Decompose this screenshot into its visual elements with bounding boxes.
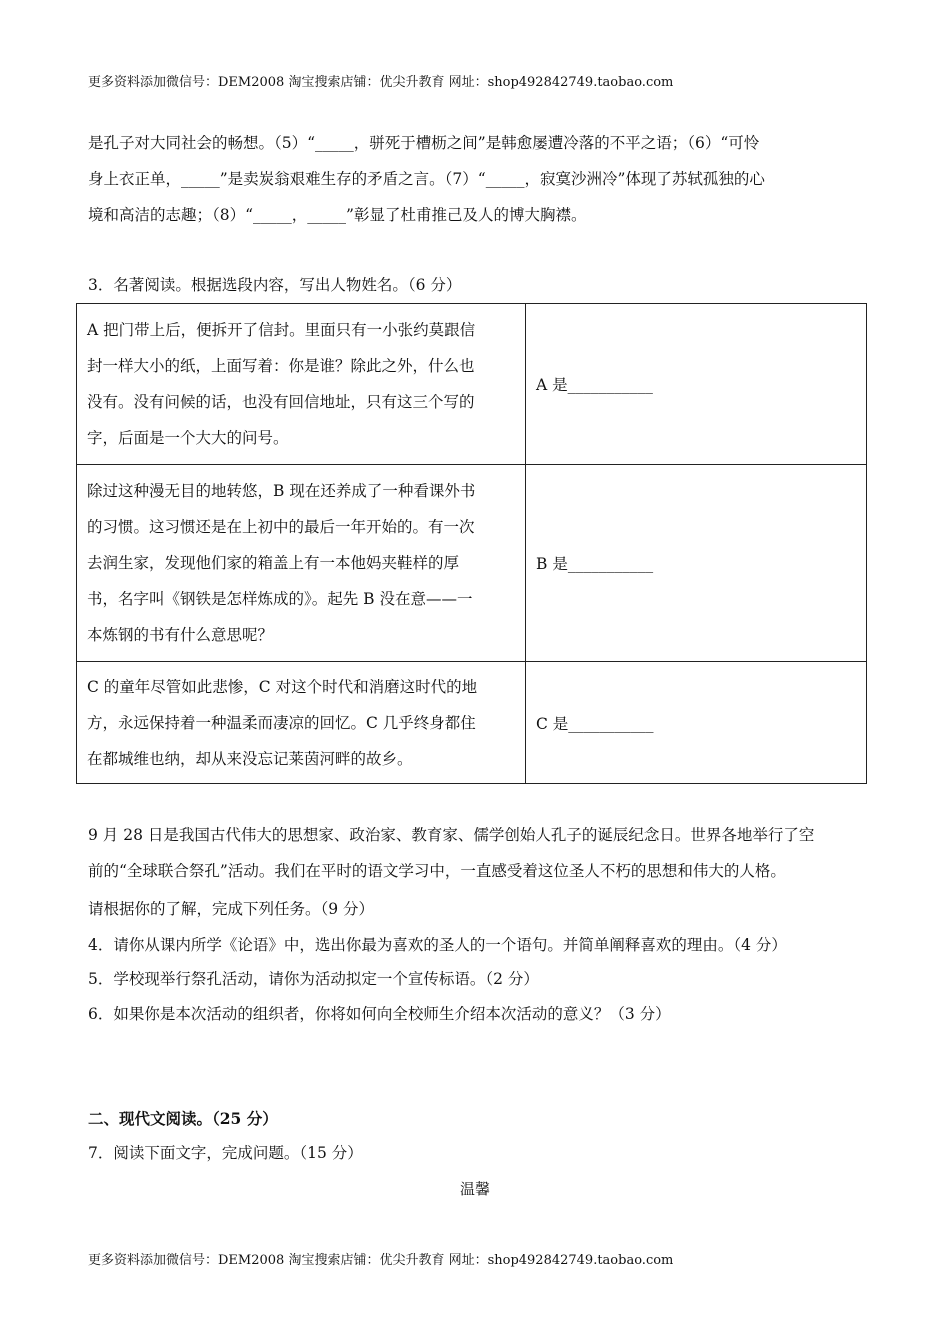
passage-line: 在都城维也纳，却从来没忘记莱茵河畔的故乡。	[87, 749, 413, 768]
passage-line: 方，永远保持着一种温柔而凄凉的回忆。C 几乎终身都住	[87, 713, 476, 732]
question-6: 6．如果你是本次活动的组织者，你将如何向全校师生介绍本次活动的意义？（3 分）	[88, 1005, 671, 1023]
table-row	[77, 465, 867, 662]
intro-line-1: 是孔子对大同社会的畅想。（5）“_____，骈死于槽枥之间”是韩愈屡遭冷落的不平之语；（6）“可怜	[88, 134, 760, 152]
passage-line: 字，后面是一个大大的问号。	[87, 429, 289, 447]
passage-cell-b	[77, 465, 526, 662]
confucius-line-1: 9 月 28 日是我国古代伟大的思想家、政治家、教育家、儒学创始人孔子的诞辰纪念日。世界各地举行了空	[88, 826, 815, 844]
character-table	[76, 303, 867, 784]
intro-line-2: 身上衣正单，_____”是卖炭翁艰难生存的矛盾之言。（7）“_____，寂寞沙洲冷”体现了苏轼孤独的心	[88, 170, 765, 188]
answer-cell-a[interactable]	[526, 304, 867, 465]
answer-cell-b[interactable]	[526, 465, 867, 662]
passage-line: C 的童年尽管如此悲惨，C 对这个时代和消磨这时代的地	[87, 677, 478, 696]
passage-line: 封一样大小的纸，上面写着：你是谁？除此之外，什么也	[87, 357, 475, 375]
passage-line: 除过这种漫无目的地转悠，B 现在还养成了一种看课外书	[87, 482, 476, 500]
answer-a: A 是___________	[536, 376, 653, 394]
passage-line: 的习惯。这习惯还是在上初中的最后一年开始的。有一次	[87, 518, 475, 536]
passage-line: 没有。没有问候的话，也没有回信地址，只有这三个写的	[87, 393, 475, 411]
confucius-line-3: 请根据你的了解，完成下列任务。（9 分）	[88, 900, 375, 918]
passage-line: 去润生家，发现他们家的箱盖上有一本他妈夹鞋样的厚	[87, 554, 460, 572]
answer-cell-c[interactable]	[526, 662, 867, 784]
passage-line: 书，名字叫《钢铁是怎样炼成的》。起先 B 没在意——一	[87, 590, 473, 608]
passage-title: 温馨	[459, 1180, 490, 1198]
table-row	[77, 662, 867, 784]
section-2-title: 二、现代文阅读。（25 分）	[88, 1109, 278, 1128]
q3-title: 3．名著阅读。根据选段内容，写出人物姓名。（6 分）	[88, 276, 462, 294]
confucius-line-2: 前的“全球联合祭孔”活动。我们在平时的语文学习中，一直感受着这位圣人不朽的思想和伟大的人格。	[88, 862, 786, 880]
passage-cell-c	[77, 662, 526, 784]
page-header: 更多资料添加微信号：DEM2008 淘宝搜索店铺：优尖升教育 网址：shop492842749.taobao.com	[88, 75, 674, 90]
page-footer: 更多资料添加微信号：DEM2008 淘宝搜索店铺：优尖升教育 网址：shop492842749.taobao.com	[88, 1253, 674, 1268]
answer-b: B 是___________	[536, 555, 654, 573]
question-5: 5．学校现举行祭孔活动，请你为活动拟定一个宣传标语。（2 分）	[88, 970, 539, 988]
question-7: 7．阅读下面文字，完成问题。（15 分）	[88, 1144, 363, 1162]
answer-c: C 是___________	[536, 714, 654, 733]
question-4: 4．请你从课内所学《论语》中，选出你最为喜欢的圣人的一个语句。并简单阐释喜欢的理由。（4 分）	[88, 936, 787, 954]
table-row	[77, 304, 867, 465]
passage-cell-a	[77, 304, 526, 465]
passage-line: A 把门带上后，便拆开了信封。里面只有一小张约莫跟信	[87, 321, 476, 339]
intro-line-3: 境和高洁的志趣；（8）“_____，_____”彰显了杜甫推己及人的博大胸襟。	[88, 206, 587, 224]
passage-line: 本炼钢的书有什么意思呢？	[87, 626, 274, 644]
